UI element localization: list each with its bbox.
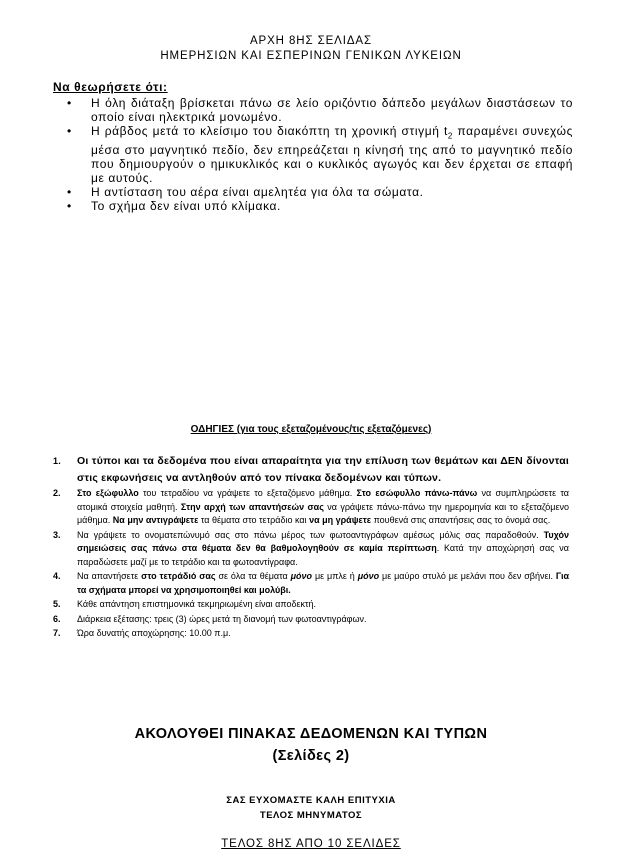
page-footer (0, 838, 622, 850)
good-luck-text: ΣΑΣ ΕΥΧΟΜΑΣΤΕ ΚΑΛΗ ΕΠΙΤΥΧΙΑ (226, 795, 396, 806)
instructions-list (53, 453, 569, 641)
school-type-label: ΗΜΕΡΗΣΙΩΝ ΚΑΙ ΕΣΠΕΡΙΝΩΝ ΓΕΝΙΚΩΝ ΛΥΚΕΙΩΝ (160, 50, 462, 62)
instruction-item: 4. Να απαντήσετε στο τετράδιό σας σε όλα τα θέματα μόνο με μπλε ή μόνο με μαύρο στυλό με μελάνι που δεν σβήνει. Για τα σχήματα μπορεί να χρησιμοποιηθεί και μολύβι. (53, 571, 570, 595)
instructions-section (53, 453, 569, 642)
assumption-item: • Η αντίσταση του αέρα είναι αμελητέα για όλα τα σώματα. (53, 185, 573, 199)
instruction-item: 3. Να γράψετε το ονοματεπώνυμό σας στο πάνω μέρος των φωτοαντιγράφων αμέσως μόλις σας παραδοθούν. Τυχόν σημειώσεις σας πάνω στα θέματα δεν θα βαθμολογηθούν σε καμία περίπτωση. Κατά την αποχώρησή σας να παραδώσετε μαζί με το τετράδιο και τα φωτοαντίγραφα. (53, 529, 569, 567)
instruction-item: 5. Κάθε απάντηση επιστημονικά τεκμηριωμένη είναι αποδεκτή. (53, 599, 317, 609)
assumption-item: • Το σχήμα δεν είναι υπό κλίμακα. (53, 199, 573, 213)
instruction-item: 1. Οι τύποι και τα δεδομένα που είναι απαραίτητα για την επίλυση των θεμάτων και ΔΕΝ δίνονται στις εκφωνήσεις να αντληθούν από τον πίνακα δεδομένων και τύπων. (53, 455, 569, 484)
page-header (0, 34, 622, 64)
instructions-title: ΟΔΗΓΙΕΣ (για τους εξεταζομένους/τις εξεταζόμενες) (190, 424, 432, 435)
assumptions-section (53, 80, 573, 213)
page-end-label: ΤΕΛΟΣ 8ΗΣ ΑΠΟ 10 ΣΕΛΙΔΕΣ (221, 838, 401, 850)
assumption-item: • Η όλη διάταξη βρίσκεται πάνω σε λείο οριζόντιο δάπεδο μεγάλων διαστάσεων το οποίο είναι ηλεκτρικά μονωμένο. (53, 96, 573, 124)
instruction-item: 6. Διάρκεια εξέτασης: τρεις (3) ώρες μετά τη διανομή των φωτοαντιγράφων. (53, 613, 367, 624)
closing-wishes (0, 793, 622, 823)
assumptions-title: Να θεωρήσετε ότι: (53, 80, 168, 94)
assumption-item: • Η ράβδος μετά το κλείσιμο του διακόπτη τη χρονική στιγμή $t_2$ παραμένει συνεχώς μέσα στο μαγνητικό πεδίο, δεν επηρεάζεται η κίνησή της από το μαγνητικό πεδίο που δημιουργούν ο ημικυκλικός και ο κυκλικός αγωγός και δεν έρχεται σε επαφή με αυτούς. (53, 124, 573, 185)
follows-title: ΑΚΟΛΟΥΘΕΙ ΠΙΝΑΚΑΣ ΔΕΔΟΜΕΝΩΝ ΚΑΙ ΤΥΠΩΝ (134, 726, 488, 742)
follows-notice (0, 723, 622, 767)
follows-pages: (Σελίδες 2) (272, 748, 350, 764)
instruction-item: 2. Στο εξώφυλλο του τετραδίου να γράψετε το εξεταζόμενο μάθημα. Στο εσώφυλλο πάνω-πάνω να συμπληρώσετε τα ατομικά στοιχεία μαθητή. Στην αρχή των απαντήσεών σας να γράψετε πάνω-πάνω την ημερομηνία και το εξεταζόμενο μάθημα. Να μην αντιγράψετε τα θέματα στο τετράδιο και να μη γράψετε πουθενά στις απαντήσεις σας το όνομά σας. (53, 488, 570, 525)
instruction-item: 7. Ώρα δυνατής αποχώρησης: 10.00 π.μ. (53, 628, 231, 638)
page-start-label: ΑΡΧΗ 8ΗΣ ΣΕΛΙΔΑΣ (249, 35, 373, 47)
assumptions-list (53, 96, 573, 213)
end-of-message-text: ΤΕΛΟΣ ΜΗΝΥΜΑΤΟΣ (259, 810, 363, 821)
